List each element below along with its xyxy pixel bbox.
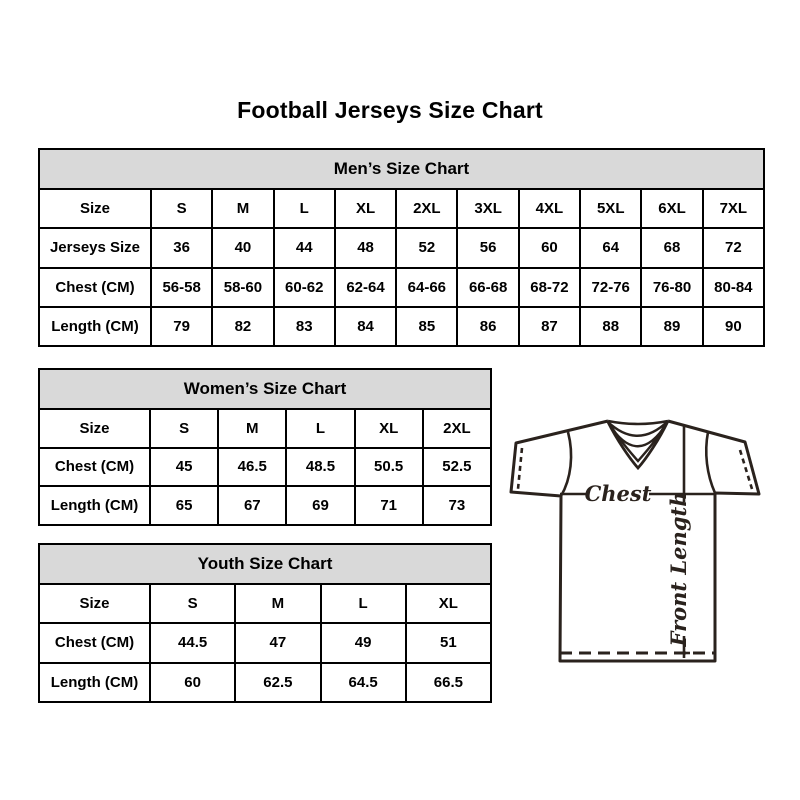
value-cell: 60-62 <box>274 268 335 307</box>
chest-measure-label: Chest <box>584 481 652 506</box>
value-cell: 52 <box>396 228 457 267</box>
value-cell: M <box>218 409 286 448</box>
value-cell: XL <box>406 584 491 623</box>
value-cell: M <box>212 189 273 228</box>
value-cell: 7XL <box>703 189 764 228</box>
value-cell: 72-76 <box>580 268 641 307</box>
table-row <box>39 623 491 662</box>
value-cell: 56-58 <box>151 268 212 307</box>
row-label-cell: Length (CM) <box>39 486 150 525</box>
front-length-measure-label: Front Length <box>666 491 691 647</box>
value-cell: S <box>150 409 218 448</box>
womens-header-row <box>39 369 491 409</box>
page-title: Football Jerseys Size Chart <box>237 97 543 123</box>
table-row <box>39 268 764 307</box>
row-label-cell: Chest (CM) <box>39 623 150 662</box>
value-cell: 47 <box>235 623 320 662</box>
value-cell: 44 <box>274 228 335 267</box>
womens-table-title: Women’s Size Chart <box>39 369 491 409</box>
value-cell: 2XL <box>423 409 491 448</box>
value-cell: 72 <box>703 228 764 267</box>
mens-size-table <box>38 148 765 347</box>
table-row <box>39 448 491 487</box>
row-label-cell: Size <box>39 409 150 448</box>
value-cell: 62.5 <box>235 663 320 702</box>
value-cell: S <box>150 584 235 623</box>
row-label-cell: Size <box>39 584 150 623</box>
youth-size-table <box>38 543 492 703</box>
value-cell: 44.5 <box>150 623 235 662</box>
value-cell: 90 <box>703 307 764 346</box>
value-cell: 66.5 <box>406 663 491 702</box>
jersey-outline-icon <box>511 421 759 661</box>
value-cell: 66-68 <box>457 268 518 307</box>
value-cell: 48 <box>335 228 396 267</box>
mens-table-title: Men’s Size Chart <box>39 149 764 189</box>
jersey-measurement-diagram <box>497 395 777 687</box>
value-cell: 64-66 <box>396 268 457 307</box>
value-cell: 60 <box>519 228 580 267</box>
womens-size-table <box>38 368 492 526</box>
row-label-cell: Chest (CM) <box>39 448 150 487</box>
value-cell: 60 <box>150 663 235 702</box>
table-row <box>39 663 491 702</box>
value-cell: 64 <box>580 228 641 267</box>
value-cell: 65 <box>150 486 218 525</box>
value-cell: 67 <box>218 486 286 525</box>
value-cell: 83 <box>274 307 335 346</box>
youth-table-title: Youth Size Chart <box>39 544 491 584</box>
value-cell: L <box>321 584 406 623</box>
value-cell: 73 <box>423 486 491 525</box>
value-cell: L <box>286 409 354 448</box>
row-label-cell: Length (CM) <box>39 663 150 702</box>
value-cell: 86 <box>457 307 518 346</box>
value-cell: 82 <box>212 307 273 346</box>
value-cell: 62-64 <box>335 268 396 307</box>
table-row <box>39 409 491 448</box>
value-cell: S <box>151 189 212 228</box>
value-cell: L <box>274 189 335 228</box>
value-cell: M <box>235 584 320 623</box>
value-cell: 5XL <box>580 189 641 228</box>
value-cell: 71 <box>355 486 423 525</box>
value-cell: 85 <box>396 307 457 346</box>
row-label-cell: Chest (CM) <box>39 268 151 307</box>
value-cell: 84 <box>335 307 396 346</box>
value-cell: 68-72 <box>519 268 580 307</box>
value-cell: 51 <box>406 623 491 662</box>
value-cell: 52.5 <box>423 448 491 487</box>
value-cell: 4XL <box>519 189 580 228</box>
value-cell: 76-80 <box>641 268 702 307</box>
row-label-cell: Length (CM) <box>39 307 151 346</box>
table-row <box>39 189 764 228</box>
table-row <box>39 307 764 346</box>
left-sleeve-seam-dashed-line <box>518 448 522 489</box>
table-row <box>39 584 491 623</box>
value-cell: 3XL <box>457 189 518 228</box>
value-cell: 69 <box>286 486 354 525</box>
value-cell: 80-84 <box>703 268 764 307</box>
value-cell: 79 <box>151 307 212 346</box>
value-cell: 46.5 <box>218 448 286 487</box>
value-cell: XL <box>335 189 396 228</box>
value-cell: 2XL <box>396 189 457 228</box>
table-row <box>39 228 764 267</box>
youth-header-row <box>39 544 491 584</box>
table-row <box>39 486 491 525</box>
value-cell: 58-60 <box>212 268 273 307</box>
value-cell: 56 <box>457 228 518 267</box>
value-cell: 68 <box>641 228 702 267</box>
value-cell: 87 <box>519 307 580 346</box>
value-cell: 45 <box>150 448 218 487</box>
value-cell: 40 <box>212 228 273 267</box>
value-cell: 88 <box>580 307 641 346</box>
value-cell: 49 <box>321 623 406 662</box>
mens-header-row <box>39 149 764 189</box>
row-label-cell: Jerseys Size <box>39 228 151 267</box>
value-cell: XL <box>355 409 423 448</box>
value-cell: 50.5 <box>355 448 423 487</box>
value-cell: 89 <box>641 307 702 346</box>
value-cell: 36 <box>151 228 212 267</box>
value-cell: 48.5 <box>286 448 354 487</box>
value-cell: 64.5 <box>321 663 406 702</box>
row-label-cell: Size <box>39 189 151 228</box>
value-cell: 6XL <box>641 189 702 228</box>
